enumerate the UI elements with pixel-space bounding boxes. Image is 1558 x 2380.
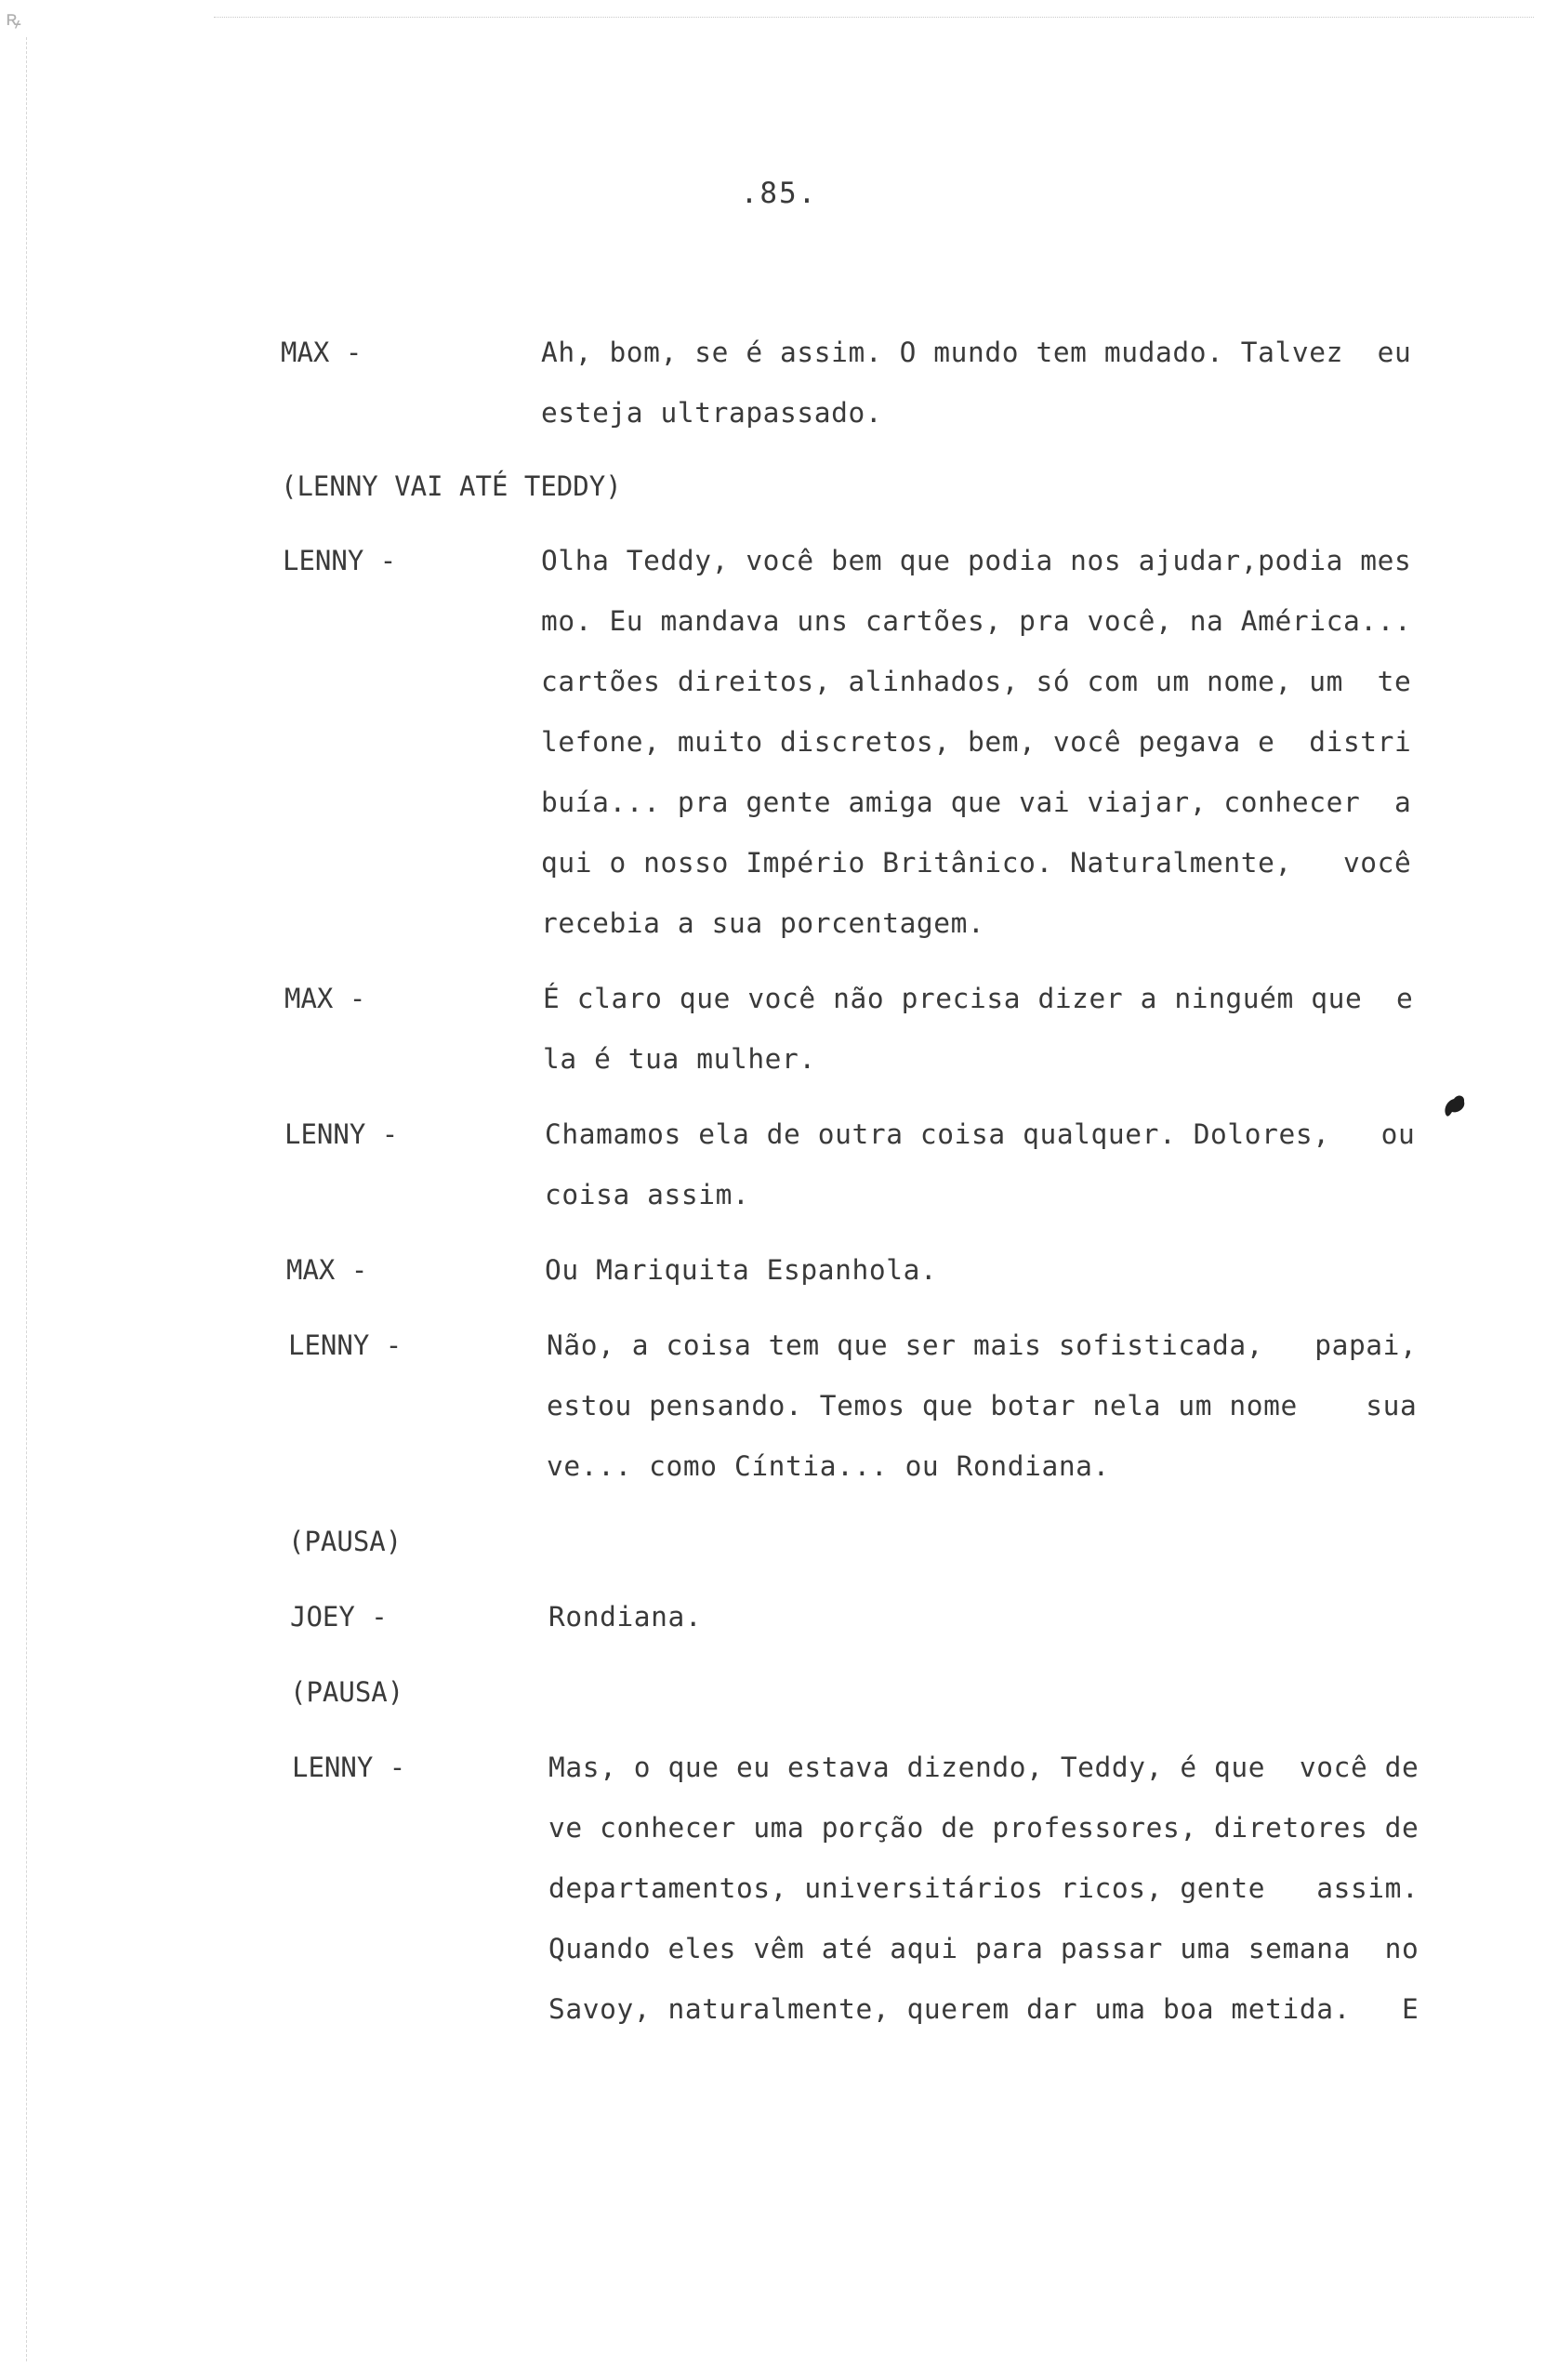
dialogue-line: Não, a coisa tem que ser mais sofisticada, papai, bbox=[547, 1329, 1418, 1361]
speaker-lenny: LENNY - bbox=[284, 1118, 399, 1150]
dialogue-line: departamentos, universitários ricos, gente assim. bbox=[548, 1872, 1419, 1904]
speaker-lenny: LENNY - bbox=[283, 545, 397, 576]
corner-mark: ꝶ bbox=[6, 7, 21, 31]
dialogue-line: mo. Eu mandava uns cartões, pra você, na América... bbox=[541, 605, 1412, 637]
stage-direction: (PAUSA) bbox=[288, 1526, 403, 1557]
dialogue-line: cartões direitos, alinhados, só com um nome, um te bbox=[541, 666, 1412, 697]
dialogue-line: ve conhecer uma porção de professores, diretores de bbox=[548, 1812, 1419, 1844]
ink-blot-icon bbox=[1441, 1091, 1467, 1119]
page-number: .85. bbox=[740, 177, 818, 210]
speaker-lenny: LENNY - bbox=[288, 1329, 403, 1361]
speaker-max: MAX - bbox=[286, 1254, 368, 1286]
dialogue-line: recebia a sua porcentagem. bbox=[541, 907, 985, 939]
dialogue-line: estou pensando. Temos que botar nela um nome sua bbox=[547, 1390, 1418, 1421]
stage-direction: (LENNY VAI ATÉ TEDDY) bbox=[281, 470, 622, 502]
sheet-left-margin bbox=[26, 37, 27, 2361]
dialogue-line: É claro que você não precisa dizer a ninguém que e bbox=[543, 983, 1414, 1014]
speaker-joey: JOEY - bbox=[290, 1601, 388, 1633]
dialogue-line: Savoy, naturalmente, querem dar uma boa metida. E bbox=[548, 1993, 1419, 2025]
dialogue-line: Quando eles vêm até aqui para passar uma semana no bbox=[548, 1933, 1419, 1964]
speaker-lenny: LENNY - bbox=[292, 1752, 406, 1783]
dialogue-line: esteja ultrapassado. bbox=[541, 397, 883, 429]
dialogue-line: Mas, o que eu estava dizendo, Teddy, é que você de bbox=[548, 1752, 1419, 1783]
stage-direction: (PAUSA) bbox=[290, 1676, 404, 1708]
dialogue-line: Olha Teddy, você bem que podia nos ajudar,podia mes bbox=[541, 545, 1412, 576]
dialogue-line: coisa assim. bbox=[545, 1179, 750, 1210]
dialogue-line: la é tua mulher. bbox=[543, 1043, 816, 1075]
dialogue-line: ve... como Cíntia... ou Rondiana. bbox=[547, 1450, 1110, 1482]
dialogue-line: Ou Mariquita Espanhola. bbox=[545, 1254, 938, 1286]
speaker-max: MAX - bbox=[281, 337, 363, 368]
dialogue-line: qui o nosso Império Britânico. Naturalmente, você bbox=[541, 847, 1412, 879]
dialogue-line: lefone, muito discretos, bem, você pegava e distri bbox=[541, 726, 1412, 758]
dialogue-line: Chamamos ela de outra coisa qualquer. Dolores, ou bbox=[545, 1118, 1416, 1150]
dialogue-line: Ah, bom, se é assim. O mundo tem mudado. Talvez eu bbox=[541, 337, 1412, 368]
speaker-max: MAX - bbox=[284, 983, 366, 1014]
sheet-top-edge bbox=[214, 17, 1534, 18]
dialogue-line: buía... pra gente amiga que vai viajar, conhecer a bbox=[541, 787, 1412, 818]
dialogue-line: Rondiana. bbox=[548, 1601, 703, 1633]
